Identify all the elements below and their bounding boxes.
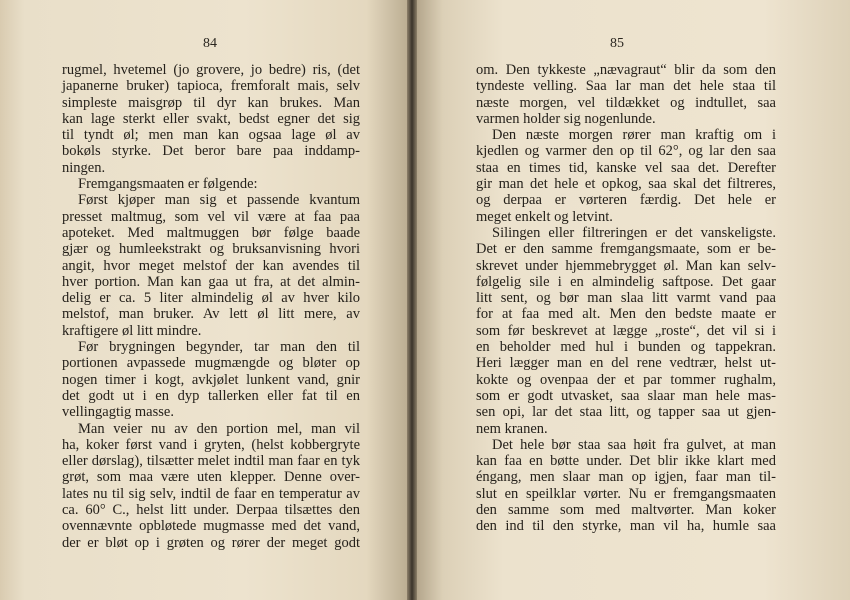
text-line: Heri lægger man en del rene vedtrær, helst ut- — [476, 355, 776, 372]
text-line: staa en times tid, kanske vel saa det. Derefter — [476, 159, 776, 176]
text-line: som før beskrevet at lægge „roste“, det vil si i — [476, 322, 776, 339]
text-line: varmen holder sig nogenlunde. — [476, 110, 656, 127]
text-line: kan faa en bøtte under. Det blir ikke klart med — [476, 453, 776, 470]
text-line: den samme som med maltvørter. Man koker — [476, 502, 776, 519]
text-line: sen opi, lar det staa litt, og tapper saa ut gjen- — [476, 404, 776, 421]
text-line: vellingagtig masse. — [62, 404, 174, 421]
left-page-text — [62, 62, 360, 551]
right-page — [417, 0, 850, 600]
text-line: Før brygningen begynder, tar man den til — [78, 339, 360, 356]
right-page-number: 85 — [610, 36, 624, 51]
text-line: som er godt utvasket, saa slaar man hele mas- — [476, 387, 776, 404]
text-line: slut en speilklar vørter. Nu er fremgangsmaaten — [476, 485, 776, 502]
text-line: Det er den samme fremgangsmaate, som er be- — [476, 241, 776, 258]
text-line: ca. 60° C., helst litt under. Derpaa tilsættes den — [62, 502, 360, 519]
text-line: den ind til den styrke, man vil ha, humle saa — [476, 518, 776, 535]
text-line: japanerne bruker) tapioca, fremforalt mais, selv — [62, 78, 360, 95]
text-line: litt sent, og bør man slaa litt varmt vand paa — [476, 290, 776, 307]
text-line: det godt ut i en dyp tallerken eller fat til en — [62, 387, 360, 404]
text-line: følgelig sile i en almindelig saftpose. Det gaar — [476, 273, 776, 290]
left-page — [0, 0, 407, 600]
text-line: simpleste maisgrøp til dyr kan brukes. Man — [62, 94, 360, 111]
text-line: Først kjøper man sig et passende kvantum — [78, 192, 360, 209]
text-line: ha, koker først vand i gryten, (helst kobbergryte — [62, 436, 360, 453]
text-line: portionen avpassede mugmængde og bløter op — [62, 355, 360, 372]
left-page-number: 84 — [203, 36, 217, 51]
text-line: ningen. — [62, 159, 106, 176]
text-line: rugmel, hvetemel (jo grovere, jo bedre) ris, (det — [62, 62, 360, 78]
text-line: melstof, man bruker. Av lett øl litt mere, av — [62, 306, 360, 323]
text-line: gir man det hele et opkog, saa skal det filtreres, — [476, 176, 776, 193]
text-line: presset maltmug, som vel vil være at faa paa — [62, 208, 360, 225]
text-line: en beholder med hul i bunden og tappekran. — [476, 339, 776, 356]
text-line: kokte og ovenpaa der et par tommer rughalm, — [476, 371, 776, 388]
text-line: nogen timer i kogt, avkjølet lunkent vand, gnir — [62, 371, 360, 388]
text-line: næste morgen, vel tildækket og indtullet, saa — [476, 94, 776, 111]
text-line: éngang, men slaar man op igjen, faar man til- — [476, 469, 776, 486]
text-line: tyndeste velling. Saa lar man det hele staa til — [476, 78, 776, 95]
text-line: apoteket. Med maltmuggen bør følge baade — [62, 224, 360, 241]
text-line: til tyndt øl; men man kan ogsaa lage øl av — [62, 127, 360, 144]
text-line: grøt, som maa være uten klepper. Denne over- — [62, 469, 360, 486]
text-line: om. Den tykkeste „nævagraut“ blir da som den — [476, 62, 776, 78]
text-line: kan lage sterkt eller svakt, bedst egner det sig — [62, 110, 360, 127]
text-line: og derpaa er vørteren færdig. Det hele er — [476, 192, 776, 209]
text-line: eller dørslag), tilsætter melet indtil man faar en tyk — [62, 453, 360, 470]
text-line: Silingen eller filtreringen er det vanskeligste. — [492, 224, 776, 241]
text-line: meget enkelt og letvint. — [476, 208, 613, 225]
text-line: angit, hvor meget melstof der kan avendes til — [62, 257, 360, 274]
text-line: nem kranen. — [476, 420, 548, 437]
text-line: Fremgangsmaaten er følgende: — [78, 176, 258, 193]
text-line: bokøls styrke. Det beror bare paa inddamp- — [62, 143, 360, 160]
text-line: Man veier nu av den portion mel, man vil — [78, 420, 360, 437]
text-line: Den næste morgen rører man kraftig om i — [492, 127, 776, 144]
text-line: for at faa med alt. Men den bedste maate er — [476, 306, 776, 323]
text-line: Det hele bør staa saa høit fra gulvet, at man — [492, 436, 776, 453]
text-line: ovennævnte opbløtede mugmasse med det vand, — [62, 518, 360, 535]
text-line: skrevet under hjemmebrygget øl. Man kan selv- — [476, 257, 776, 274]
text-line: der er bløt op i grøten og rører der meget godt — [62, 534, 360, 551]
book-gutter — [407, 0, 417, 600]
text-line: lates nu til sig selv, indtil de faar en temperatur av — [62, 485, 360, 502]
text-line: delig er ca. 5 liter almindelig øl av hver kilo — [62, 290, 360, 307]
right-page-text — [476, 62, 776, 535]
text-line: kraftigere øl litt mindre. — [62, 322, 202, 339]
text-line: kjedlen og varmer den op til 62°, og lar den saa — [476, 143, 776, 160]
text-line: hver portion. Man kan gaa ut fra, at det almin- — [62, 273, 360, 290]
text-line: gjær og humleekstrakt og bruksanvisning hvori — [62, 241, 360, 258]
